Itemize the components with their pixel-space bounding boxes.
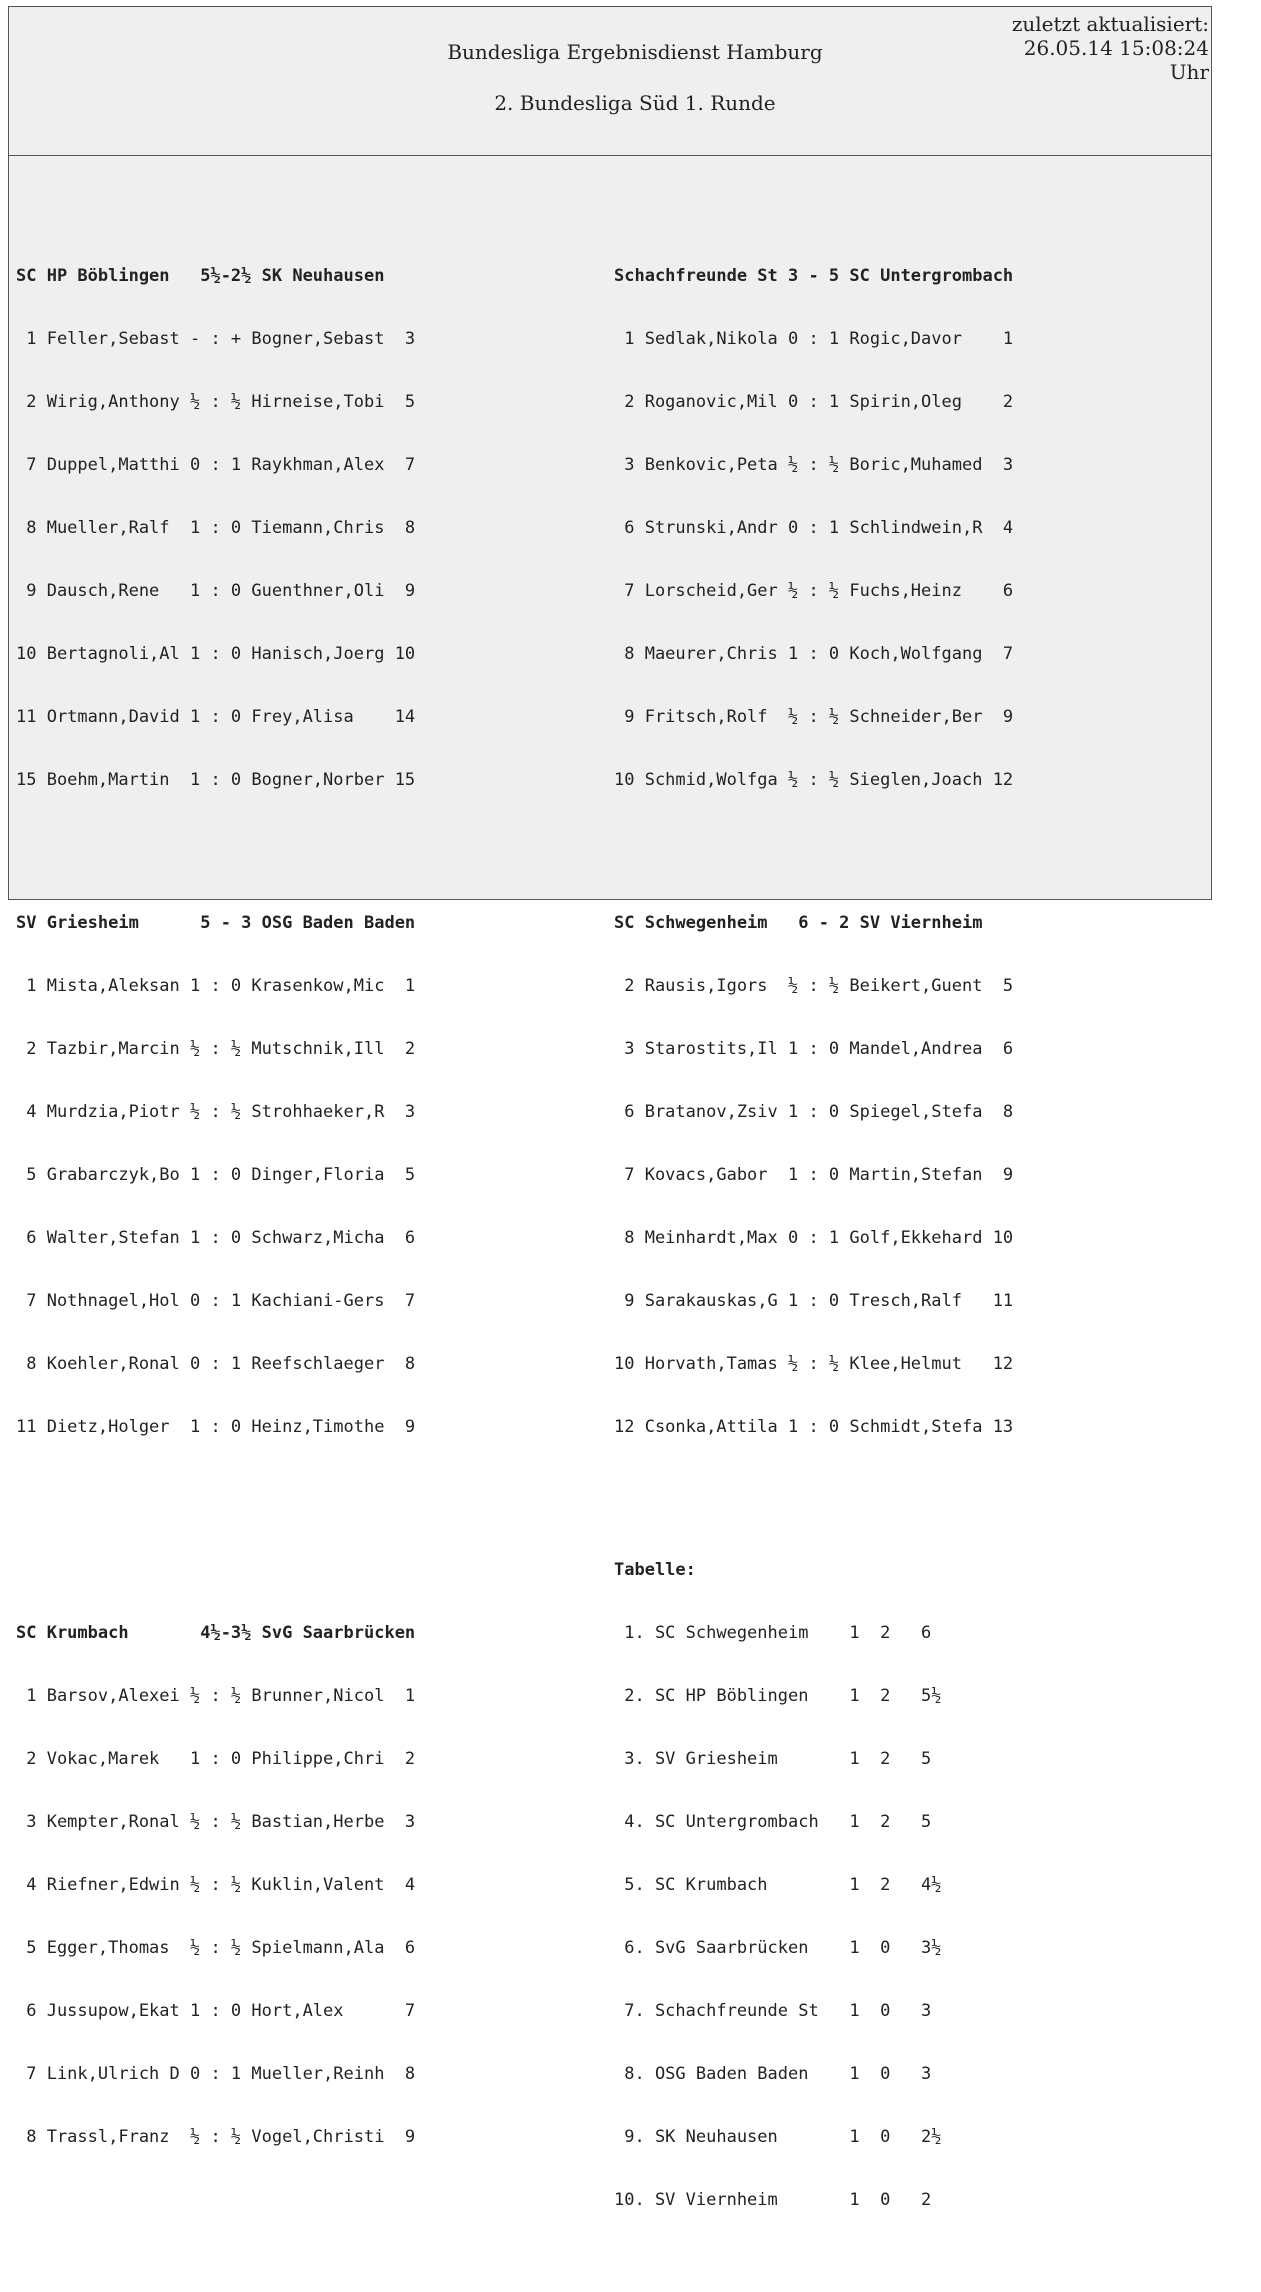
board-row: 2 Wirig,Anthony ½ : ½ Hirneise,Tobi 5 (16, 392, 416, 412)
standings-title: Tabelle: (614, 1560, 696, 1580)
match-header: SC Krumbach 4½-3½ SvG Saarbrücken (16, 1623, 416, 1643)
last-updated-time: 26.05.14 15:08:24 (1023, 36, 1209, 60)
league-round-subtitle: 2. Bundesliga Süd 1. Runde (494, 91, 776, 115)
header-divider (9, 155, 1211, 156)
board-row: 1 Barsov,Alexei ½ : ½ Brunner,Nicol 1 (16, 1686, 416, 1706)
last-updated-unit: Uhr (1169, 60, 1209, 84)
board-row: 7 Link,Ulrich D 0 : 1 Mueller,Reinh 8 (16, 2064, 416, 2084)
board-row: 7 Duppel,Matthi 0 : 1 Raykhman,Alex 7 (16, 455, 416, 475)
board-row: 5 Grabarczyk,Bo 1 : 0 Dinger,Floria 5 (16, 1165, 416, 1185)
board-row: 11 Ortmann,David 1 : 0 Frey,Alisa 14 (16, 707, 416, 727)
page-title: Bundesliga Ergebnisdienst Hamburg (447, 40, 823, 64)
standings-row: 4. SC Untergrombach 1 2 5 (614, 1812, 932, 1832)
last-updated-label: zuletzt aktualisiert: (1011, 12, 1209, 36)
board-row: 7 Nothnagel,Hol 0 : 1 Kachiani-Gers 7 (16, 1291, 416, 1311)
board-row: 6 Jussupow,Ekat 1 : 0 Hort,Alex 7 (16, 2001, 416, 2021)
standings-row: 3. SV Griesheim 1 2 5 (614, 1749, 932, 1769)
spacer (16, 1519, 415, 1542)
results-page (8, 6, 1212, 2210)
board-row: 10 Horvath,Tamas ½ : ½ Klee,Helmut 12 (614, 1354, 1014, 1374)
board-row: 1 Sedlak,Nikola 0 : 1 Rogic,Davor 1 (614, 329, 1014, 349)
match-block (16, 225, 415, 832)
board-row: 6 Strunski,Andr 0 : 1 Schlindwein,R 4 (614, 518, 1014, 538)
standings-table (614, 1519, 1013, 2252)
board-row: 6 Bratanov,Zsiv 1 : 0 Spiegel,Stefa 8 (614, 1102, 1014, 1122)
board-row: 8 Meinhardt,Max 0 : 1 Golf,Ekkehard 10 (614, 1228, 1014, 1248)
board-row: 2 Roganovic,Mil 0 : 1 Spirin,Oleg 2 (614, 392, 1014, 412)
board-row: 6 Walter,Stefan 1 : 0 Schwarz,Micha 6 (16, 1228, 416, 1248)
standings-row: 9. SK Neuhausen 1 0 2½ (614, 2127, 942, 2147)
board-row: 9 Fritsch,Rolf ½ : ½ Schneider,Ber 9 (614, 707, 1014, 727)
board-row: 8 Trassl,Franz ½ : ½ Vogel,Christi 9 (16, 2127, 416, 2147)
standings-row: 2. SC HP Böblingen 1 2 5½ (614, 1686, 942, 1706)
standings-row: 8. OSG Baden Baden 1 0 3 (614, 2064, 932, 2084)
match-block (16, 872, 415, 1479)
board-row: 8 Maeurer,Chris 1 : 0 Koch,Wolfgang 7 (614, 644, 1014, 664)
left-column (16, 185, 415, 2229)
match-header: SV Griesheim 5 - 3 OSG Baden Baden (16, 913, 416, 933)
right-column (614, 185, 1013, 2292)
board-row: 4 Murdzia,Piotr ½ : ½ Strohhaeker,R 3 (16, 1102, 416, 1122)
board-row: 4 Riefner,Edwin ½ : ½ Kuklin,Valent 4 (16, 1875, 416, 1895)
standings-row: 5. SC Krumbach 1 2 4½ (614, 1875, 942, 1895)
match-header: SC Schwegenheim 6 - 2 SV Viernheim (614, 913, 983, 933)
board-row: 7 Lorscheid,Ger ½ : ½ Fuchs,Heinz 6 (614, 581, 1014, 601)
board-row: 8 Mueller,Ralf 1 : 0 Tiemann,Chris 8 (16, 518, 416, 538)
match-block (614, 872, 1013, 1479)
board-row: 2 Vokac,Marek 1 : 0 Philippe,Chri 2 (16, 1749, 416, 1769)
standings-row: 1. SC Schwegenheim 1 2 6 (614, 1623, 932, 1643)
standings-row: 6. SvG Saarbrücken 1 0 3½ (614, 1938, 942, 1958)
board-row: 1 Feller,Sebast - : + Bogner,Sebast 3 (16, 329, 416, 349)
board-row: 3 Kempter,Ronal ½ : ½ Bastian,Herbe 3 (16, 1812, 416, 1832)
last-updated (1012, 12, 1209, 84)
board-row: 5 Egger,Thomas ½ : ½ Spielmann,Ala 6 (16, 1938, 416, 1958)
match-header: SC HP Böblingen 5½-2½ SK Neuhausen (16, 266, 385, 286)
board-row: 10 Bertagnoli,Al 1 : 0 Hanisch,Joerg 10 (16, 644, 416, 664)
board-row: 2 Rausis,Igors ½ : ½ Beikert,Guent 5 (614, 976, 1014, 996)
board-row: 9 Dausch,Rene 1 : 0 Guenthner,Oli 9 (16, 581, 416, 601)
board-row: 10 Schmid,Wolfga ½ : ½ Sieglen,Joach 12 (614, 770, 1014, 790)
board-row: 2 Tazbir,Marcin ½ : ½ Mutschnik,Ill 2 (16, 1039, 416, 1059)
board-row: 9 Sarakauskas,G 1 : 0 Tresch,Ralf 11 (614, 1291, 1014, 1311)
board-row: 8 Koehler,Ronal 0 : 1 Reefschlaeger 8 (16, 1354, 416, 1374)
match-header: Schachfreunde St 3 - 5 SC Untergrombach (614, 266, 1014, 286)
board-row: 3 Benkovic,Peta ½ : ½ Boric,Muhamed 3 (614, 455, 1014, 475)
board-row: 12 Csonka,Attila 1 : 0 Schmidt,Stefa 13 (614, 1417, 1014, 1437)
standings-row: 10. SV Viernheim 1 0 2 (614, 2190, 932, 2210)
board-row: 7 Kovacs,Gabor 1 : 0 Martin,Stefan 9 (614, 1165, 1014, 1185)
board-row: 15 Boehm,Martin 1 : 0 Bogner,Norber 15 (16, 770, 416, 790)
match-block (614, 225, 1013, 832)
board-row: 3 Starostits,Il 1 : 0 Mandel,Andrea 6 (614, 1039, 1014, 1059)
board-row: 11 Dietz,Holger 1 : 0 Heinz,Timothe 9 (16, 1417, 416, 1437)
board-row: 1 Mista,Aleksan 1 : 0 Krasenkow,Mic 1 (16, 976, 416, 996)
match-block (16, 1582, 415, 2189)
standings-row: 7. Schachfreunde St 1 0 3 (614, 2001, 932, 2021)
